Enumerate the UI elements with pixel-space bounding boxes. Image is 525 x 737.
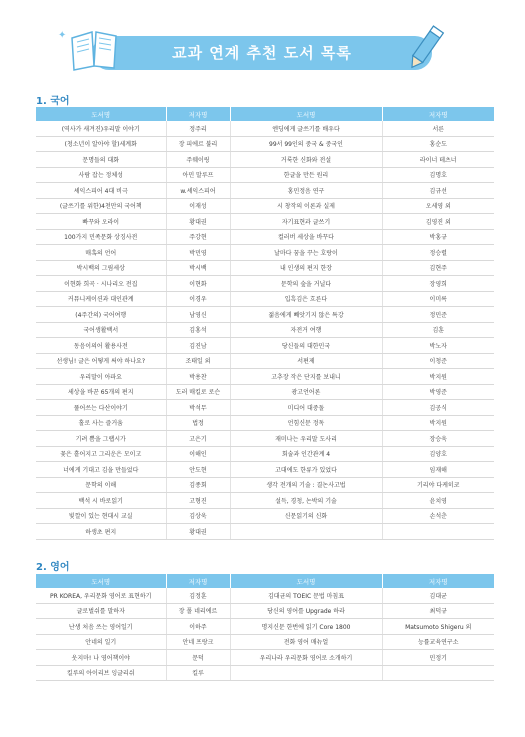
book-title-cell: 너에게 기대고 김을 만들었다: [36, 462, 166, 478]
book-title-cell: (4주간의) 국어여행: [36, 307, 166, 323]
table-row: [36, 307, 494, 323]
author-cell: 킬루: [166, 665, 230, 681]
author-cell: 민정기: [382, 650, 494, 666]
book-title-cell: [230, 665, 382, 681]
book-title-cell: 홀로 사는 즐거움: [36, 415, 166, 431]
book-title-cell: (청소년이 알아야 할)세계화: [36, 136, 166, 152]
book-title-cell: 세상을 바꾼 65개의 편지: [36, 384, 166, 400]
author-cell: 박지원: [382, 369, 494, 385]
book-title-cell: 명지신문 한번에 읽기 Core 1800: [230, 619, 382, 635]
author-cell: 능률교육연구소: [382, 634, 494, 650]
book-title-cell: 문명들의 대화: [36, 152, 166, 168]
table-row: [36, 121, 494, 136]
author-cell: 고형진: [166, 493, 230, 509]
book-title-cell: 이현화 희곡 · 시나리오 전집: [36, 276, 166, 292]
author-cell: 아민 말루프: [166, 167, 230, 183]
book-title-cell: 99서 99인의 중국 & 중국인: [230, 136, 382, 152]
book-title-cell: 사람 잡는 정체성: [36, 167, 166, 183]
book-title-cell: 젊음에게 빼앗기지 않은 특강: [230, 307, 382, 323]
korean-table-body: [36, 121, 494, 539]
author-cell: 정승렬: [382, 245, 494, 261]
book-title-cell: 난생 처음 쓰는 영어일기: [36, 619, 166, 635]
author-cell: 주웨이링: [166, 152, 230, 168]
author-cell: 조태일 외: [166, 353, 230, 369]
book-title-cell: 입흑김은 흐른다: [230, 291, 382, 307]
author-cell: 김홍석: [166, 322, 230, 338]
book-title-cell: (글쓰기를 위한)4천만의 국어책: [36, 198, 166, 214]
table-header-row: [36, 575, 494, 589]
author-cell: 황대권: [166, 214, 230, 230]
author-cell: 홍순도: [382, 136, 494, 152]
table-row: [36, 260, 494, 276]
book-title-cell: 문학의 숲을 거닐다: [230, 276, 382, 292]
author-cell: 박시백: [166, 260, 230, 276]
column-header-author: 저자명: [166, 575, 230, 589]
author-cell: 서른: [382, 121, 494, 136]
author-cell: 김대균: [382, 588, 494, 603]
author-cell: 김양호: [382, 446, 494, 462]
book-title-cell: 시 창작의 이론과 실제: [230, 198, 382, 214]
author-cell: 주강현: [166, 229, 230, 245]
table-row: [36, 384, 494, 400]
table-row: [36, 446, 494, 462]
book-title-cell: 자전거 여행: [230, 322, 382, 338]
author-cell: 박용찬: [166, 369, 230, 385]
book-title-cell: 고추장 작은 단지를 보내니: [230, 369, 382, 385]
table-row: [36, 229, 494, 245]
author-cell: [382, 524, 494, 540]
author-cell: 고은기: [166, 431, 230, 447]
author-cell: 황대권: [166, 524, 230, 540]
author-cell: 김정훈: [166, 588, 230, 603]
table-row: [36, 603, 494, 619]
author-cell: 김공식: [382, 400, 494, 416]
column-header-author: 저자명: [166, 108, 230, 122]
author-cell: 도러 매킬로 로슨: [166, 384, 230, 400]
table-row: [36, 462, 494, 478]
author-cell: 김상욱: [166, 508, 230, 524]
table-row: [36, 214, 494, 230]
table-row: [36, 619, 494, 635]
book-title-cell: 기려 쁨을 그랩시가: [36, 431, 166, 447]
column-header-title: 도서명: [36, 575, 166, 589]
book-title-cell: 우리말이 아파요: [36, 369, 166, 385]
book-title-cell: 우리나라 우리문화 영어로 소개하기: [230, 650, 382, 666]
author-cell: 이재성: [166, 198, 230, 214]
page-title: 교과 연계 추천 도서 목록: [172, 44, 352, 62]
book-title-cell: 매혹의 언어: [36, 245, 166, 261]
author-cell: 박석무: [166, 400, 230, 416]
table-row: [36, 245, 494, 261]
book-title-cell: 글로벌쉬를 말하자: [36, 603, 166, 619]
book-title-cell: [230, 524, 382, 540]
table-row: [36, 650, 494, 666]
column-header-author: 저자명: [382, 575, 494, 589]
book-title-cell: 풀어쓰는 다산이야기: [36, 400, 166, 416]
book-title-cell: 김대균의 TOEIC 문법 마침표: [230, 588, 382, 603]
table-row: [36, 353, 494, 369]
english-book-table: [36, 574, 494, 681]
column-header-author: 저자명: [382, 108, 494, 122]
author-cell: 김현주: [382, 260, 494, 276]
author-cell: 김영진 외: [382, 214, 494, 230]
author-cell: 장 폴 네리에르: [166, 603, 230, 619]
author-cell: 이해인: [166, 446, 230, 462]
table-row: [36, 665, 494, 681]
book-title-cell: 국어생활백서: [36, 322, 166, 338]
book-title-cell: 서편제: [230, 353, 382, 369]
section-title-korean: 1. 국어: [36, 96, 70, 107]
author-cell: 장영희: [382, 276, 494, 292]
author-cell: Matsumoto Shigeru 외: [382, 619, 494, 635]
table-row: [36, 152, 494, 168]
book-title-cell: 하생초 편지: [36, 524, 166, 540]
author-cell: 박노자: [382, 338, 494, 354]
table-row: [36, 634, 494, 650]
book-title-cell: 회술과 인간관계 4: [230, 446, 382, 462]
table-row: [36, 431, 494, 447]
table-row: [36, 508, 494, 524]
book-title-cell: 동음이의어 활용사전: [36, 338, 166, 354]
author-cell: 정주리: [166, 121, 230, 136]
author-cell: 이현화: [166, 276, 230, 292]
table-row: [36, 524, 494, 540]
table-row: [36, 198, 494, 214]
author-cell: 손석춘: [382, 508, 494, 524]
book-title-cell: 전화 영어 매뉴얼: [230, 634, 382, 650]
author-cell: w.셰익스피어: [166, 183, 230, 199]
column-header-title: 도서명: [230, 108, 382, 122]
table-row: [36, 291, 494, 307]
book-title-cell: 미디어 대중돌: [230, 400, 382, 416]
book-title-cell: 빛깔이 있는 현대시 교실: [36, 508, 166, 524]
english-table-body: [36, 588, 494, 681]
author-cell: 법정: [166, 415, 230, 431]
author-cell: 박지원: [382, 415, 494, 431]
book-title-cell: 빠꾸와 오라이: [36, 214, 166, 230]
book-title-cell: 커뮤니케이션과 대인관계: [36, 291, 166, 307]
author-cell: 안네 프랑크: [166, 634, 230, 650]
author-cell: 김진남: [166, 338, 230, 354]
book-title-cell: 당신의 영어를 Upgrade 하라: [230, 603, 382, 619]
author-cell: 최덕규: [382, 603, 494, 619]
author-cell: 임재해: [382, 462, 494, 478]
book-title-cell: 설득, 경청, 논박의 기술: [230, 493, 382, 509]
book-title-cell: 재미나는 우리말 도사리: [230, 431, 382, 447]
author-cell: 오세영 외: [382, 198, 494, 214]
book-title-cell: 박시백의 그림세상: [36, 260, 166, 276]
book-title-cell: 광고언어론: [230, 384, 382, 400]
table-row: [36, 136, 494, 152]
table-row: [36, 493, 494, 509]
author-cell: 박홍규: [382, 229, 494, 245]
author-cell: 박영준: [382, 384, 494, 400]
table-row: [36, 276, 494, 292]
book-title-cell: 꽃은 흩어지고 그리운은 모이고: [36, 446, 166, 462]
author-cell: 장승욱: [382, 431, 494, 447]
author-cell: 안도현: [166, 462, 230, 478]
table-row: [36, 400, 494, 416]
book-title-cell: 웃지마! 나 영어책이야: [36, 650, 166, 666]
author-cell: 김규선: [382, 183, 494, 199]
table-row: [36, 183, 494, 199]
book-title-cell: 언힘신문 정독: [230, 415, 382, 431]
table-row: [36, 415, 494, 431]
book-title-cell: 컬러버 세상을 바꾸다: [230, 229, 382, 245]
author-cell: 김명호: [382, 167, 494, 183]
book-title-cell: 한글을 만든 원리: [230, 167, 382, 183]
book-title-cell: 신문읽기의 신화: [230, 508, 382, 524]
book-title-cell: 셰익스피어 4대 비극: [36, 183, 166, 199]
author-cell: 김훈: [382, 322, 494, 338]
author-cell: 정민준: [382, 307, 494, 323]
author-cell: 이하주: [166, 619, 230, 635]
pencil-icon: [404, 22, 448, 76]
table-row: [36, 477, 494, 493]
author-cell: 장 피에르 불리: [166, 136, 230, 152]
book-title-cell: 내 인생의 편지 한장: [230, 260, 382, 276]
column-header-title: 도서명: [36, 108, 166, 122]
book-title-cell: 자기표현과 글쓰기: [230, 214, 382, 230]
author-cell: 윤치영: [382, 493, 494, 509]
table-row: [36, 588, 494, 603]
author-cell: [382, 665, 494, 681]
book-title-cell: 킬루의 아이리브 잉글리쉬: [36, 665, 166, 681]
author-cell: 문덕: [166, 650, 230, 666]
book-title-cell: 홍민정음 연구: [230, 183, 382, 199]
table-row: [36, 338, 494, 354]
author-cell: 이경우: [166, 291, 230, 307]
book-title-cell: 선생님! 글은 어떻게 써야 하나요?: [36, 353, 166, 369]
section-title-english: 2. 영어: [36, 562, 70, 573]
author-cell: 박민영: [166, 245, 230, 261]
author-cell: 이미륵: [382, 291, 494, 307]
book-title-cell: PR KOREA, 우리문화 영어로 표현하기: [36, 588, 166, 603]
author-cell: 기리야 다케히코: [382, 477, 494, 493]
sparkle-icon: ✦: [58, 30, 67, 41]
author-cell: 라이너 테츠너: [382, 152, 494, 168]
book-title-cell: 100가지 민족문화 상징사전: [36, 229, 166, 245]
table-row: [36, 167, 494, 183]
book-title-cell: 생각 전개의 기술 : 결논사고법: [230, 477, 382, 493]
book-title-cell: 문학의 이해: [36, 477, 166, 493]
table-row: [36, 369, 494, 385]
korean-book-table: [36, 107, 494, 540]
sparkle-icon: ✦: [140, 56, 149, 67]
author-cell: 남영신: [166, 307, 230, 323]
author-cell: 김종회: [166, 477, 230, 493]
table-row: [36, 322, 494, 338]
book-title-cell: 백석 시 바로읽기: [36, 493, 166, 509]
book-title-cell: 거룩한 신화와 전설: [230, 152, 382, 168]
table-header-row: [36, 108, 494, 122]
book-title-cell: 날마다 꿈을 꾸는 호랑이: [230, 245, 382, 261]
book-title-cell: 안네의 일기: [36, 634, 166, 650]
author-cell: 이청준: [382, 353, 494, 369]
book-title-cell: 당신들의 대한민국: [230, 338, 382, 354]
open-book-icon: [66, 26, 122, 74]
book-title-cell: 엔딩에게 글쓰기를 배우다: [230, 121, 382, 136]
book-title-cell: (역사가 새겨진)우리말 이야기: [36, 121, 166, 136]
column-header-title: 도서명: [230, 575, 382, 589]
book-title-cell: 고대에도 한류가 있었다: [230, 462, 382, 478]
